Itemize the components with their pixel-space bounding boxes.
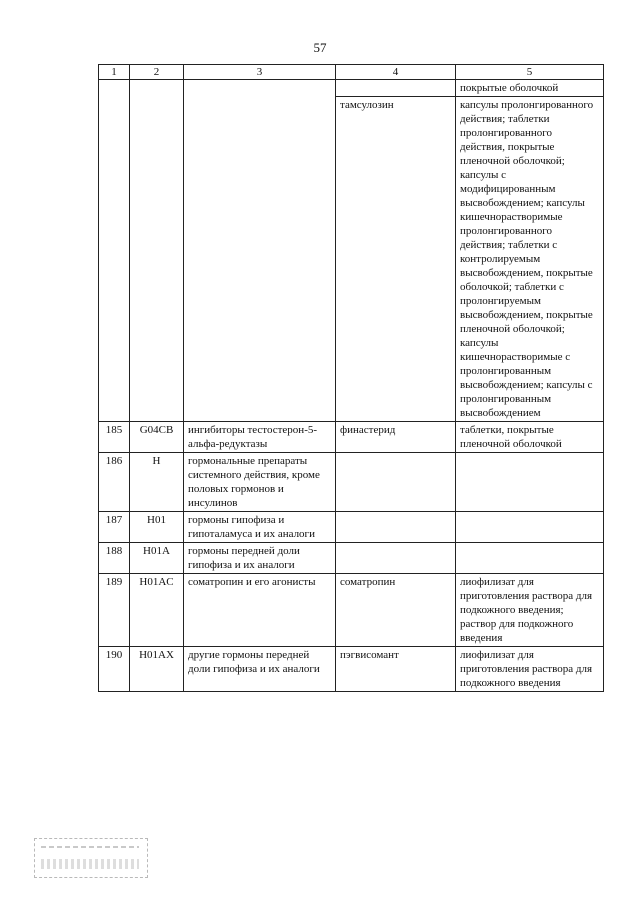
table-row	[99, 543, 604, 574]
table-row	[99, 422, 604, 453]
atc-code-cell	[130, 80, 184, 422]
row-number-cell: 187	[99, 512, 130, 543]
dosage-form-cell: лиофилизат для приготовления раствора для подкожного введения; раствор для подкожного введения	[456, 574, 604, 647]
column-header: 1	[99, 65, 130, 80]
drug-name-cell: финастерид	[336, 422, 456, 453]
table-row	[99, 574, 604, 647]
atc-code-cell: H01AC	[130, 574, 184, 647]
dosage-form-cell: таблетки, покрытые пленочной оболочкой	[456, 422, 604, 453]
atc-code-cell: G04CB	[130, 422, 184, 453]
dosage-form-cell: капсулы пролонгированного действия; таблетки пролонгированного действия, покрытые пленочной оболочкой; капсулы с модифицированным высвобождением; капсулы кишечнорастворимые пролонгированного действия; таблетки с контролируемым высвобождением, покрытые оболочкой; таблетки с пролонгируемым высвобождением, покрытые пленочной оболочкой; капсулы кишечнорастворимые с пролонгированным высвобождением; капсулы с пролонгированным высвобождением	[456, 97, 604, 422]
atc-group-cell: гормоны передней доли гипофиза и их аналоги	[184, 543, 336, 574]
row-number-cell: 189	[99, 574, 130, 647]
atc-group-cell: соматропин и его агонисты	[184, 574, 336, 647]
drug-name-cell: пэгвисомант	[336, 647, 456, 692]
column-header: 5	[456, 65, 604, 80]
atc-group-cell: гормоны гипофиза и гипоталамуса и их аналоги	[184, 512, 336, 543]
table-row	[99, 647, 604, 692]
table-row	[99, 80, 604, 97]
drug-name-cell	[336, 543, 456, 574]
atc-group-cell: гормональные препараты системного действия, кроме половых гормонов и инсулинов	[184, 453, 336, 512]
table-row	[99, 453, 604, 512]
row-number-cell	[99, 80, 130, 422]
faded-stamp	[34, 838, 148, 878]
medication-table	[98, 64, 604, 692]
page-number: 57	[313, 40, 327, 55]
drug-name-cell	[336, 80, 456, 97]
atc-code-cell: H01AX	[130, 647, 184, 692]
table-header-row	[99, 65, 604, 80]
dosage-form-cell	[456, 512, 604, 543]
drug-name-cell	[336, 512, 456, 543]
atc-code-cell: H	[130, 453, 184, 512]
column-header: 3	[184, 65, 336, 80]
atc-group-cell: ингибиторы тестостерон-5-альфа-редуктазы	[184, 422, 336, 453]
drug-name-cell	[336, 453, 456, 512]
dosage-form-cell: покрытые оболочкой	[456, 80, 604, 97]
dosage-form-cell: лиофилизат для приготовления раствора для подкожного введения	[456, 647, 604, 692]
atc-code-cell: H01	[130, 512, 184, 543]
atc-group-cell: другие гормоны передней доли гипофиза и их аналоги	[184, 647, 336, 692]
dosage-form-cell	[456, 543, 604, 574]
drug-name-cell: тамсулозин	[336, 97, 456, 422]
column-header: 4	[336, 65, 456, 80]
atc-group-cell	[184, 80, 336, 422]
row-number-cell: 190	[99, 647, 130, 692]
dosage-form-cell	[456, 453, 604, 512]
row-number-cell: 188	[99, 543, 130, 574]
drug-name-cell: соматропин	[336, 574, 456, 647]
table-row	[99, 512, 604, 543]
row-number-cell: 185	[99, 422, 130, 453]
row-number-cell: 186	[99, 453, 130, 512]
atc-code-cell: H01A	[130, 543, 184, 574]
column-header: 2	[130, 65, 184, 80]
